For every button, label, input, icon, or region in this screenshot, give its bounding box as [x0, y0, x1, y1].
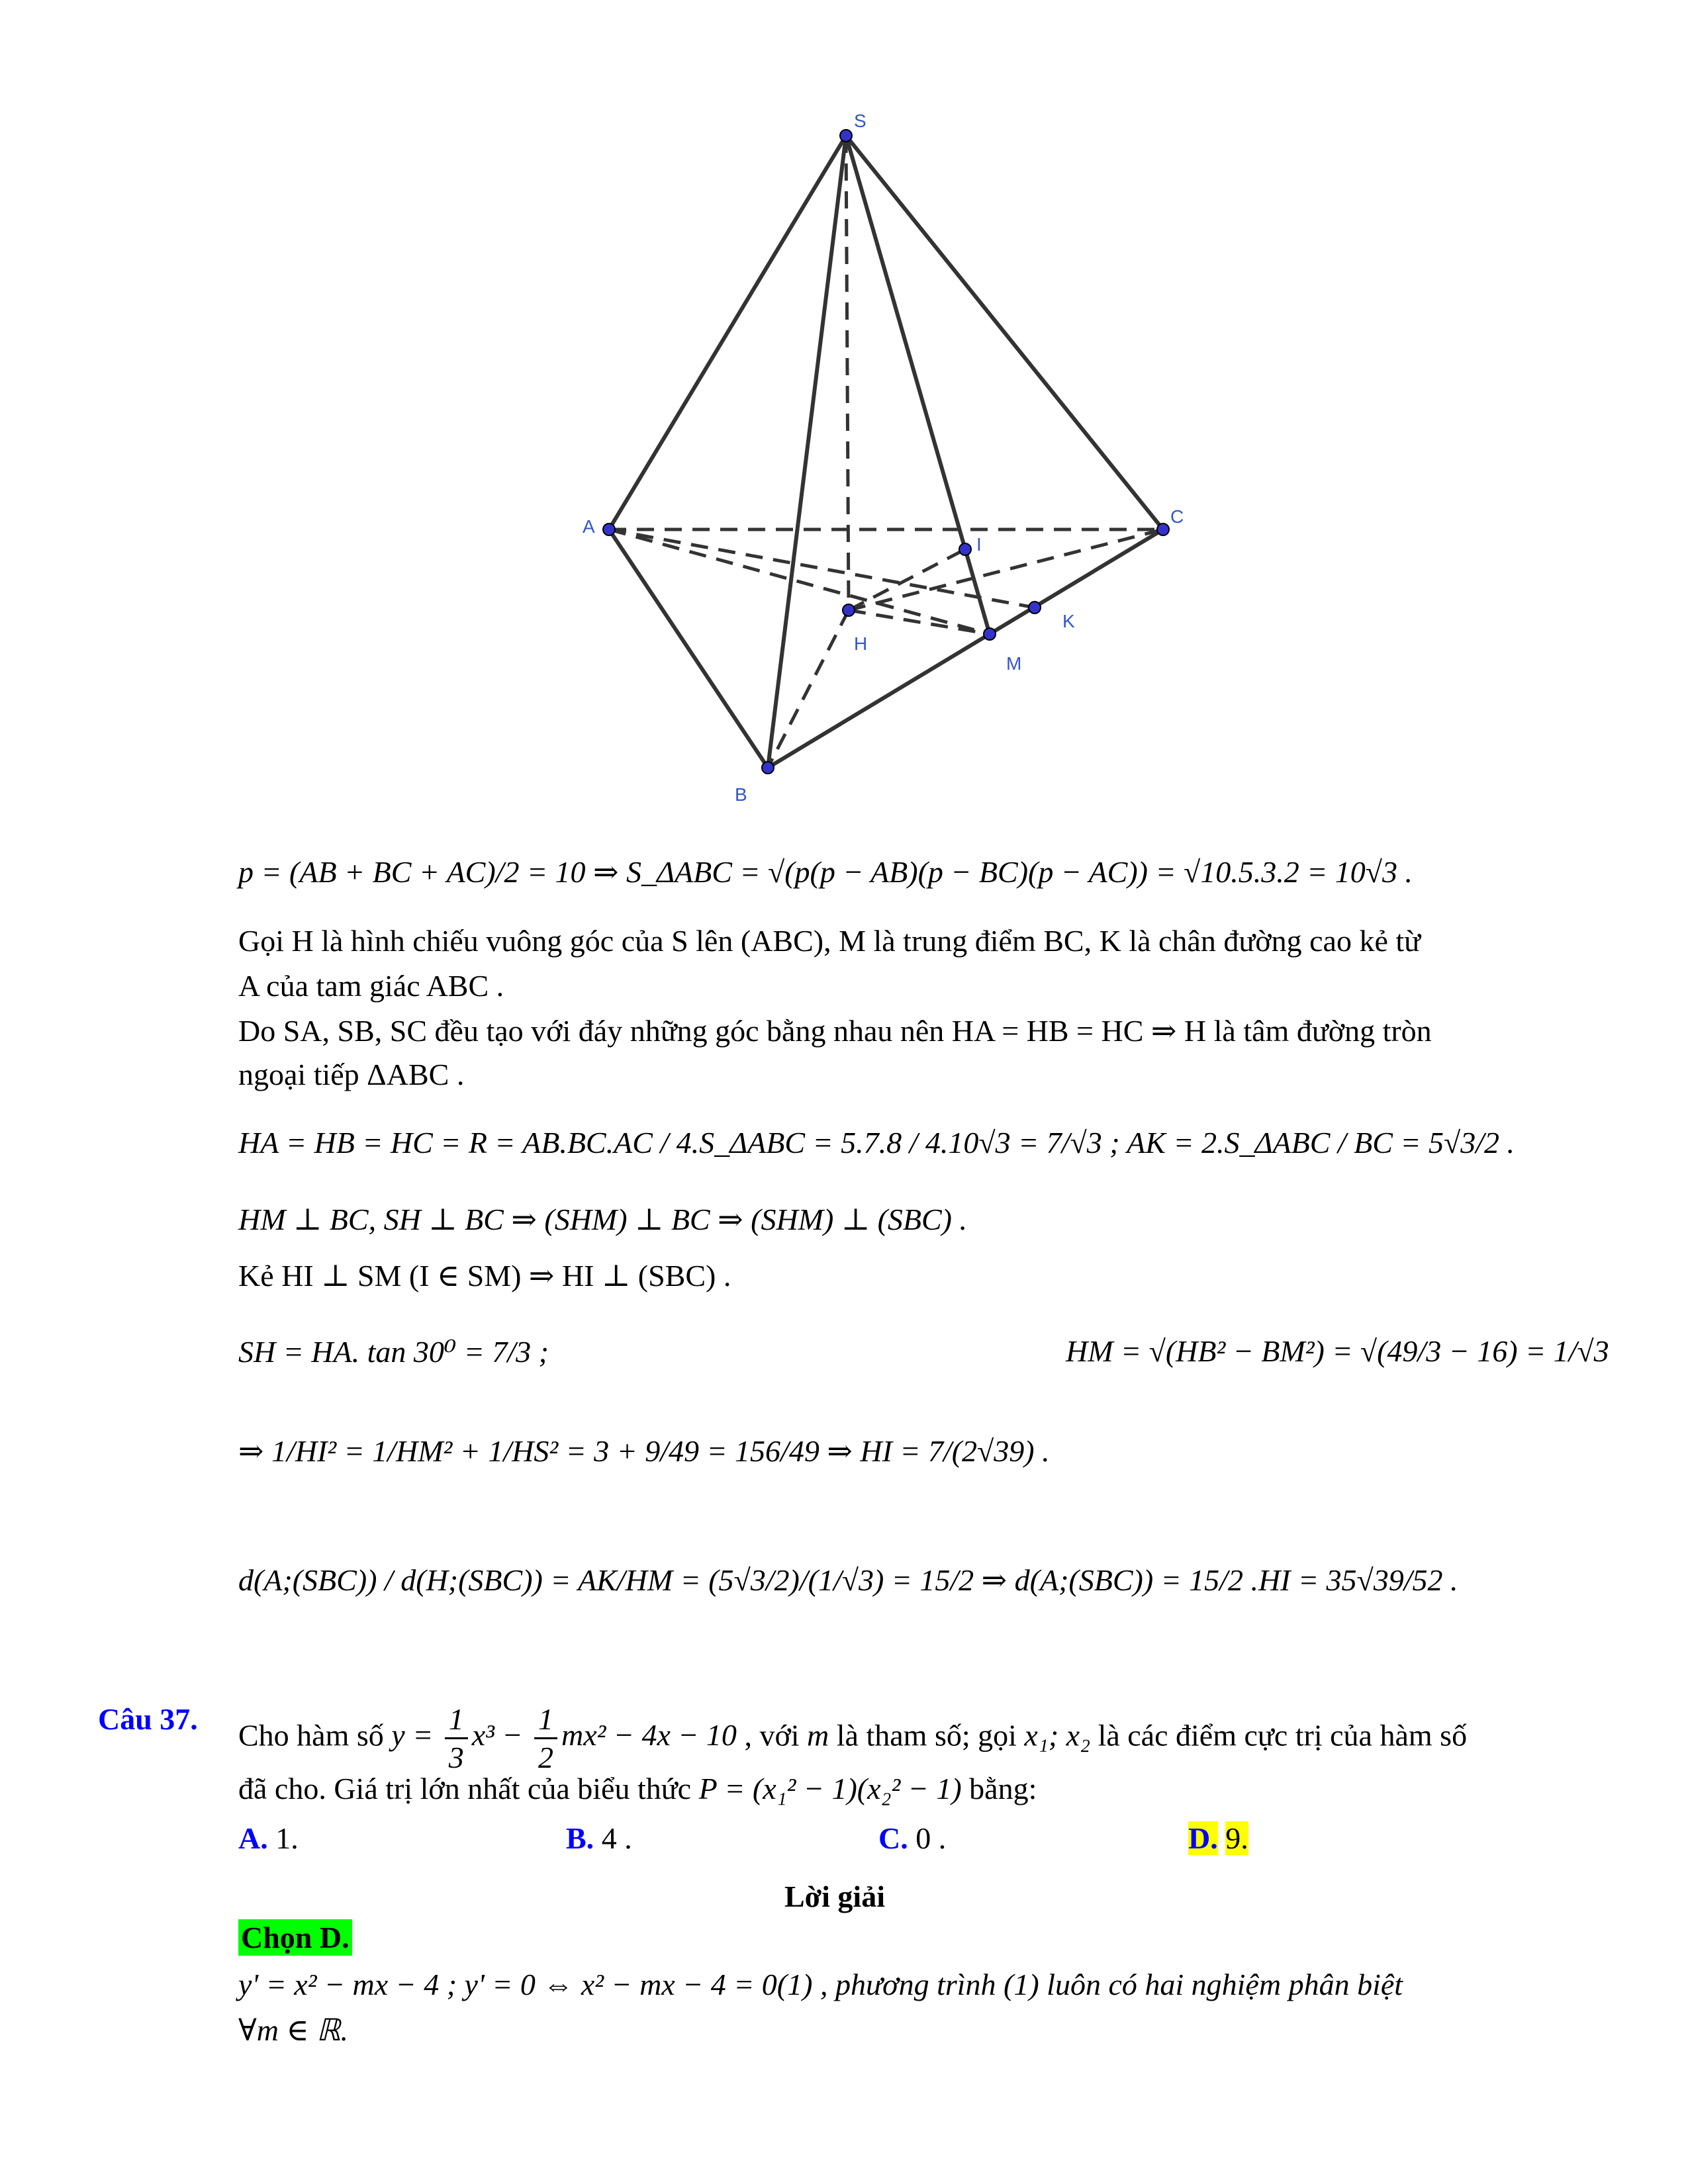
p-formula-line: p = (AB + BC + AC)/2 = 10 ⇒ S_ΔABC = √(p(p − AB)(p − BC)(p − AC)) = √10.5.3.2 = 10√3 .: [238, 855, 1413, 889]
question-text-1b: , với: [744, 1718, 800, 1752]
solution-line-10: d(A;(SBC)) / d(H;(SBC)) = AK/HM = (5√3/2)/(1/√3) = 15/2 ⇒ d(A;(SBC)) = 15/2 .HI = 35√39/52 .: [238, 1563, 1458, 1597]
point-A: [603, 523, 615, 535]
point-I: [959, 543, 971, 555]
edge-SM: [846, 136, 990, 634]
label-S: S: [854, 111, 867, 131]
option-B-letter: B.: [566, 1821, 594, 1855]
param-m: m: [807, 1718, 829, 1752]
question-text-1a: Cho hàm số: [238, 1718, 384, 1752]
edge-SA: [609, 136, 846, 529]
point-K: [1029, 602, 1041, 614]
solution-line-1: Gọi H là hình chiếu vuông góc của S lên (ABC), M là trung điểm BC, K là chân đường cao kẻ từ: [238, 924, 1421, 958]
label-M: M: [1006, 653, 1022, 674]
expression-P: P = (x₁² − 1)(x₂² − 1): [698, 1772, 962, 1805]
answer-line-2: ∀m ∈ ℝ.: [238, 2013, 348, 2047]
option-B-value: 4 .: [601, 1821, 632, 1855]
solution-line-9: ⇒ 1/HI² = 1/HM² + 1/HS² = 3 + 9/49 = 156/49 ⇒ HI = 7/(2√39) .: [238, 1434, 1050, 1468]
edge-SC: [846, 136, 1163, 529]
solution-line-6: HM ⊥ BC, SH ⊥ BC ⇒ (SHM) ⊥ BC ⇒ (SHM) ⊥ (SBC) .: [238, 1203, 967, 1236]
label-H: H: [854, 633, 868, 654]
solution-line-8b: HM = √(HB² − BM²) = √(49/3 − 16) = 1/√3: [1066, 1334, 1609, 1368]
question-text-1c: là tham số; gọi: [836, 1718, 1017, 1752]
answer-line-1: y' = x² − mx − 4 ; y' = 0 ⇔ x² − mx − 4 = 0(1) , phương trình (1) luôn có hai nghiệm phân biệt: [238, 1968, 1403, 2001]
solution-line-5: HA = HB = HC = R = AB.BC.AC / 4.S_ΔABC = 5.7.8 / 4.10√3 = 7/√3 ; AK = 2.S_ΔABC / BC = 5√3/2 .: [238, 1126, 1515, 1160]
pyramid-figure: [0, 0, 1688, 834]
question-text-1d: là các điểm cực trị của hàm số: [1098, 1718, 1468, 1752]
option-A-letter: A.: [238, 1821, 268, 1855]
label-C: C: [1170, 506, 1184, 527]
option-D[interactable]: [1188, 1820, 1248, 1856]
solution-line-8a: SH = HA. tan 30⁰ = 7/3 ;: [238, 1335, 549, 1369]
label-A: A: [583, 516, 595, 537]
point-M: [984, 628, 996, 640]
option-C-value: 0 .: [915, 1821, 947, 1855]
point-C: [1157, 523, 1169, 535]
option-C-letter: C.: [878, 1821, 908, 1855]
question-line-1: [238, 1701, 1467, 1776]
solution-line-2: A của tam giác ABC .: [238, 969, 504, 1003]
edge-SB: [768, 136, 846, 768]
solution-line-7: Kẻ HI ⊥ SM (I ∈ SM) ⇒ HI ⊥ (SBC) .: [238, 1259, 731, 1293]
edge-SH-hidden: [846, 136, 849, 610]
option-A[interactable]: [238, 1820, 299, 1856]
point-H: [843, 604, 855, 616]
answer-choice: Chọn D.: [238, 1919, 352, 1956]
point-S: [840, 130, 852, 142]
solution-line-3: Do SA, SB, SC đều tạo với đáy những góc bằng nhau nên HA = HB = HC ⇒ H là tâm đường tròn: [238, 1014, 1432, 1048]
option-D-letter: D.: [1188, 1821, 1218, 1855]
function-formula: y = $\frac{1}{3}$ x³ − $\frac{1}{2}$ mx² − 4x − 10: [391, 1702, 745, 1775]
question-text-2a: đã cho. Giá trị lớn nhất của biểu thức: [238, 1772, 692, 1805]
label-K: K: [1062, 611, 1075, 631]
option-A-value: 1.: [275, 1821, 299, 1855]
answer-heading: Lời giải: [784, 1880, 885, 1913]
option-D-value: 9.: [1225, 1821, 1248, 1855]
question-line-2: [238, 1770, 1037, 1807]
point-B: [762, 762, 774, 774]
solution-line-4: ngoại tiếp ΔABC .: [238, 1058, 465, 1091]
option-B[interactable]: [566, 1820, 632, 1856]
label-B: B: [735, 784, 747, 805]
option-C[interactable]: [878, 1820, 946, 1856]
label-I: I: [976, 534, 982, 555]
question-text-2b: bằng:: [969, 1772, 1037, 1805]
edge-HC-hidden: [849, 529, 1163, 610]
question-number: Câu 37.: [98, 1702, 198, 1736]
extrema-x1x2: x₁; x₂: [1024, 1718, 1091, 1752]
